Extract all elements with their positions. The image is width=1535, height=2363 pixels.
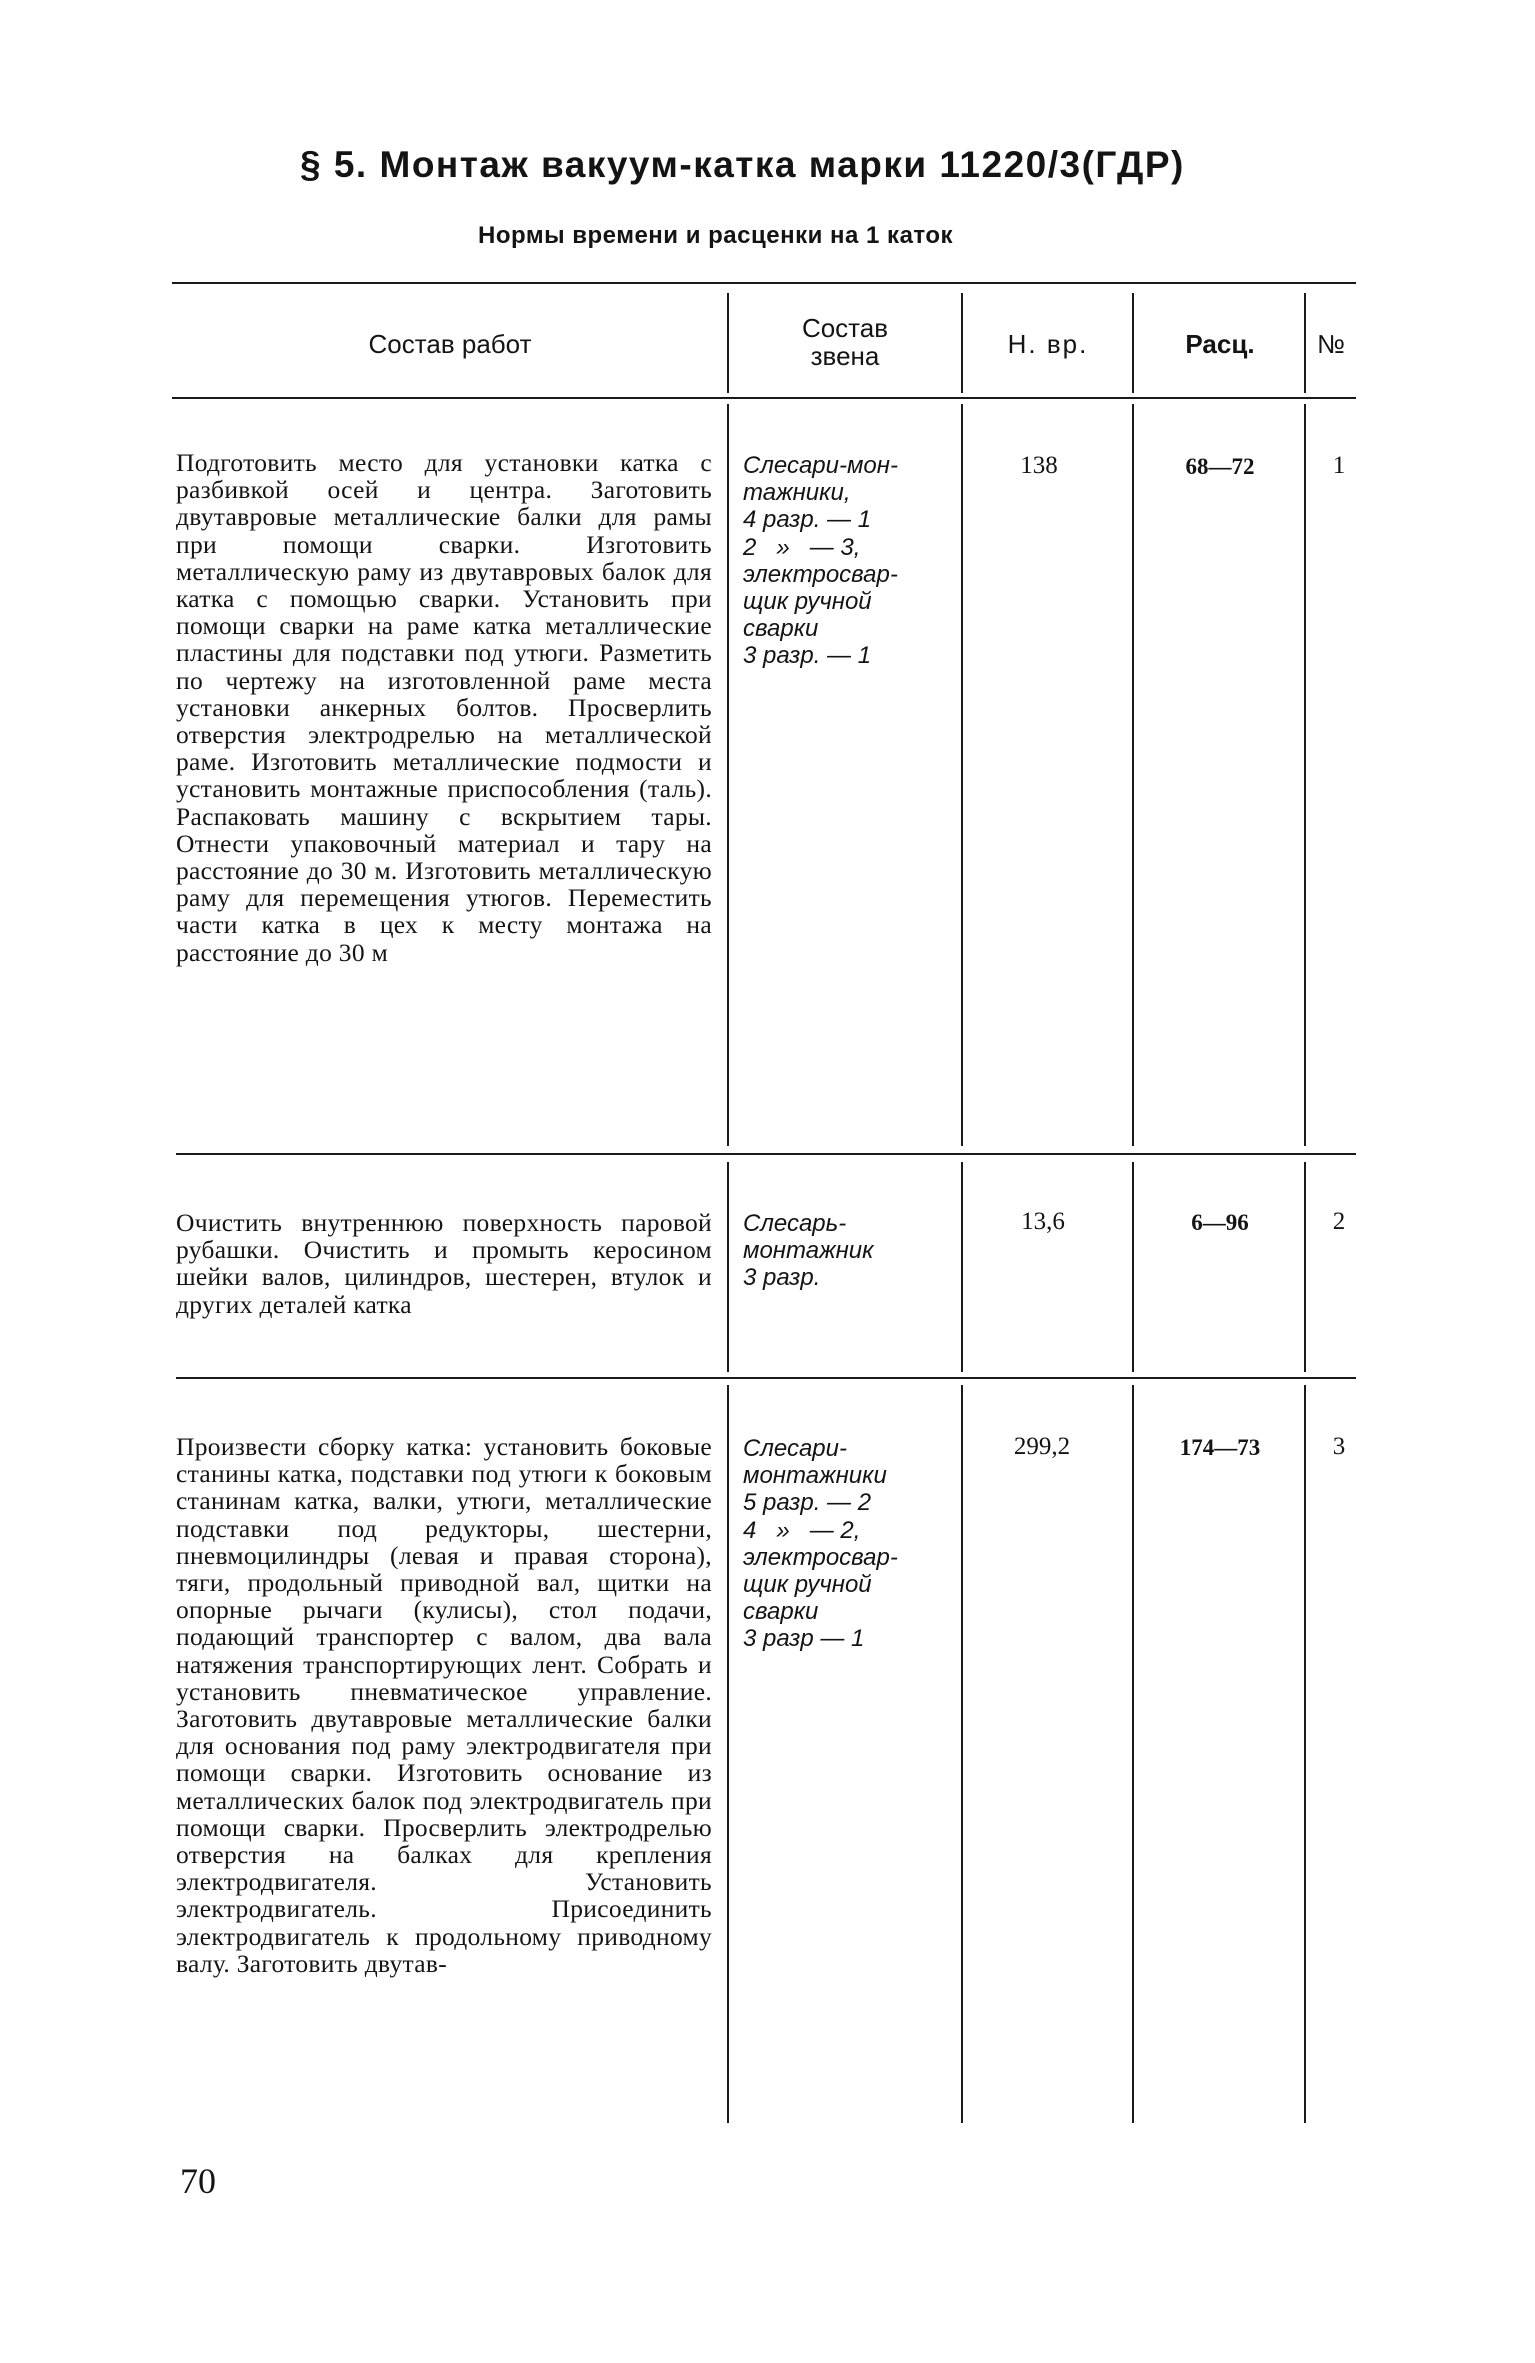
- header-time-norm: Н. вр.: [1007, 329, 1089, 359]
- row1-work: Подготовить место для установки катка с разбивкой осей и центра. Заготовить двутавровые металлические балки для рамы при помощи сварки. Изготовить металлическую раму из двутавровых балок для катка с помощью сварки. Установить при помощи сварки на раме катка металлические пластины для подставки под утюги. Разметить по чертежу на изготовленной раме места установки анкерных болтов. Просверлить отверстия электродрелью на металлической раме. Изготовить металлические подмости и установить монтажные приспособления (таль). Распаковать машину с вскрытием тары. Отнести упаковочный материал и тару на расстояние до 30 м. Изготовить металлическую раму для перемещения утюгов. Переместить части катка в цех к месту монтажа на расстояние до 30 м: [176, 448, 712, 967]
- header-rate: Расц.: [1185, 329, 1255, 359]
- row3-divider-1: [727, 1385, 729, 2123]
- table-top-rule: [172, 282, 1356, 284]
- header-divider-4: [1304, 293, 1306, 393]
- header-work: Состав работ: [368, 329, 532, 359]
- table-caption: Нормы времени и расценки на 1 каток: [478, 222, 954, 249]
- row3-divider-4: [1304, 1385, 1306, 2123]
- header-divider-3: [1132, 293, 1134, 393]
- row1-number: 1: [1332, 452, 1346, 479]
- row3-work: Произвести сборку катка: установить боковые станины катка, подставки под утюги к боковым станинам катка, валки, утюги, металлические подставки под редукторы, шестерни, пневмоцилиндры (левая и правая сторона), тяги, продольный приводной вал, щитки на опорные рычаги (кулисы), стол подачи, подающий транспортер с валом, два вала натяжения транспортирующих лент. Собрать и установить пневматическое управление. Заготовить двутавровые металлические балки для основания под раму электродвигателя при помощи сварки. Изготовить основание из металлических балок под электродвигатель при помощи сварки. Просверлить электродрелью отверстия на балках для крепления электродвигателя. Установить электродвигатель. Присоединить электродвигатель к продольному приводному валу. Заготовить двутав-: [176, 1432, 712, 1978]
- row1-divider-1: [727, 404, 729, 1146]
- row2-divider-2: [961, 1162, 963, 1372]
- row1-divider-3: [1132, 404, 1134, 1146]
- header-divider-1: [727, 293, 729, 393]
- row2-number: 2: [1332, 1208, 1346, 1235]
- row2-rate: 6—96: [1191, 1210, 1249, 1235]
- row1-crew: Слесари-мон- тажники, 4 разр. — 1 2 » — 3, электросвар- щик ручной сварки 3 разр. — 1: [743, 452, 898, 670]
- row3-time-norm: 299,2: [1013, 1433, 1071, 1460]
- header-crew: Состав звена: [801, 313, 889, 371]
- row1-time-norm: 138: [1020, 452, 1058, 479]
- row2-bottom-rule: [176, 1377, 1356, 1379]
- row2-divider-3: [1132, 1162, 1134, 1372]
- row1-rate: 68—72: [1185, 454, 1255, 479]
- row2-work: Очистить внутреннюю поверхность паровой рубашки. Очистить и промыть керосином шейки валов, цилиндров, шестерен, втулок и других деталей катка: [176, 1208, 712, 1319]
- row3-divider-2: [961, 1385, 963, 2123]
- row2-crew: Слесарь- монтажник 3 разр.: [743, 1210, 874, 1292]
- row3-divider-3: [1132, 1385, 1134, 2123]
- row3-crew: Слесари- монтажники 5 разр. — 2 4 » — 2, электросвар- щик ручной сварки 3 разр — 1: [743, 1435, 898, 1653]
- page-number: 70: [180, 2161, 216, 2201]
- row2-divider-1: [727, 1162, 729, 1372]
- row1-divider-2: [961, 404, 963, 1146]
- header-bottom-rule: [172, 397, 1356, 399]
- section-heading: § 5. Монтаж вакуум-катка марки 11220/3(ГДР): [300, 144, 1185, 185]
- row1-divider-4: [1304, 404, 1306, 1146]
- row2-divider-4: [1304, 1162, 1306, 1372]
- row3-number: 3: [1332, 1433, 1346, 1460]
- row1-bottom-rule: [176, 1153, 1356, 1155]
- header-number: №: [1317, 329, 1345, 359]
- row2-time-norm: 13,6: [1021, 1208, 1065, 1235]
- header-divider-2: [961, 293, 963, 393]
- row3-rate: 174—73: [1179, 1435, 1261, 1460]
